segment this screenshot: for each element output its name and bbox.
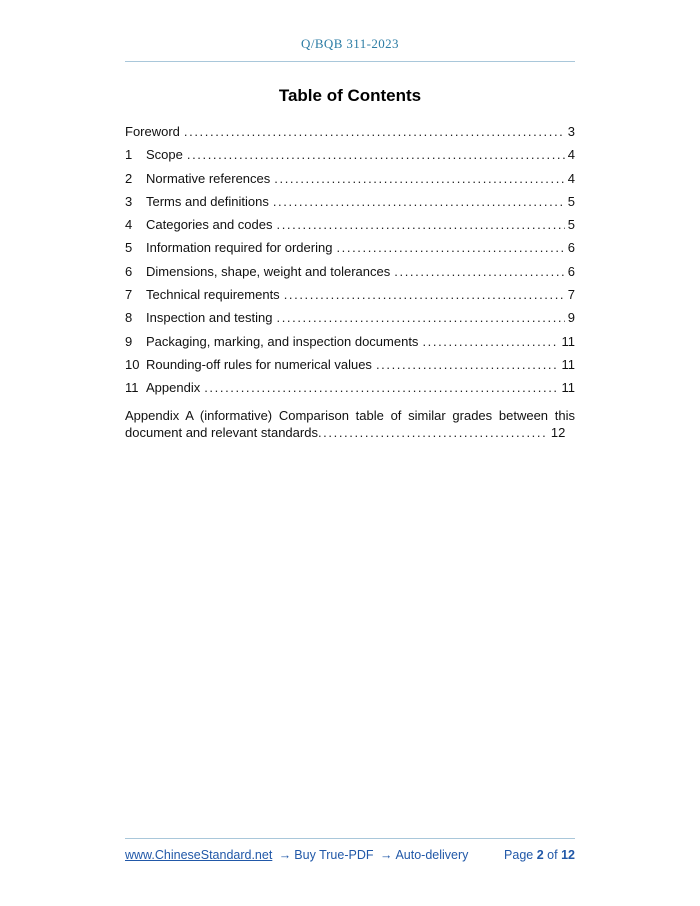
leader-dots bbox=[276, 213, 564, 236]
toc-entry-label: Foreword bbox=[125, 124, 180, 139]
toc-entry[interactable] bbox=[125, 306, 575, 329]
toc-entry-label: Dimensions, shape, weight and tolerances bbox=[146, 263, 391, 279]
toc-entry-number: 4 bbox=[125, 217, 133, 233]
page-indicator-label: Page bbox=[504, 848, 534, 862]
header-divider bbox=[125, 61, 575, 62]
footer-promo bbox=[125, 848, 468, 862]
toc-appendix-page: 12 bbox=[550, 424, 566, 440]
toc-entry[interactable] bbox=[125, 120, 575, 143]
toc-entry-label: Inspection and testing bbox=[146, 310, 273, 326]
toc-entry-page: 11 bbox=[561, 333, 575, 349]
toc-entry-label: Rounding-off rules for numerical values bbox=[146, 356, 372, 372]
toc-entry-label: Technical requirements bbox=[146, 287, 280, 303]
toc-entry-label: Packaging, marking, and inspection documents bbox=[146, 333, 419, 349]
toc-entry-number: 9 bbox=[125, 333, 133, 349]
toc-list bbox=[125, 120, 575, 400]
toc-entry-page: 6 bbox=[567, 263, 575, 279]
toc-entry-page: 9 bbox=[567, 310, 575, 326]
leader-dots bbox=[336, 236, 564, 259]
toc-entry-page: 4 bbox=[567, 147, 575, 163]
leader-dots bbox=[276, 306, 564, 329]
toc-appendix-entry[interactable] bbox=[125, 407, 575, 441]
leader-dots bbox=[184, 120, 565, 143]
toc-entry-page: 11 bbox=[561, 356, 575, 372]
header-doc-code: Q/BQB 311-2023 bbox=[301, 36, 399, 51]
toc-entry-number: 10 bbox=[125, 356, 140, 372]
page-footer bbox=[125, 838, 575, 862]
toc-entry[interactable] bbox=[125, 353, 575, 376]
leader-dots bbox=[204, 376, 558, 399]
page-indicator-current: 2 bbox=[536, 848, 544, 862]
toc-entry-label: Scope bbox=[146, 147, 183, 163]
page-indicator-total: 12 bbox=[561, 848, 575, 862]
arrow-icon: → bbox=[278, 848, 292, 862]
toc-entry[interactable] bbox=[125, 143, 575, 166]
page-header bbox=[125, 36, 575, 62]
leader-dots bbox=[284, 283, 565, 306]
toc-appendix-label: Appendix A (informative) Comparison table of similar grades between this document and relevant standards bbox=[125, 407, 575, 440]
toc-entry-page: 5 bbox=[567, 217, 575, 233]
toc-entry-label: Normative references bbox=[146, 170, 271, 186]
toc-entry-page: 11 bbox=[561, 380, 575, 396]
toc-entry[interactable] bbox=[125, 167, 575, 190]
footer-link[interactable]: www.ChineseStandard.net bbox=[125, 848, 273, 862]
toc-entry-page: 3 bbox=[567, 124, 575, 139]
toc-entry-number: 11 bbox=[125, 380, 139, 396]
toc-entry-number: 3 bbox=[125, 193, 133, 209]
page-indicator bbox=[504, 848, 575, 862]
footer-delivery-text: Auto-delivery bbox=[395, 848, 469, 862]
leader-dots bbox=[274, 167, 564, 190]
toc-entry-page: 6 bbox=[567, 240, 575, 256]
toc-entry[interactable] bbox=[125, 236, 575, 259]
leader-dots bbox=[187, 143, 565, 166]
page-indicator-of: of bbox=[547, 848, 558, 862]
toc-entry[interactable] bbox=[125, 213, 575, 236]
arrow-icon: → bbox=[379, 848, 393, 862]
toc-entry-number: 6 bbox=[125, 263, 133, 279]
toc-entry-number: 5 bbox=[125, 240, 133, 256]
toc-entry[interactable] bbox=[125, 330, 575, 353]
toc-entry-number: 2 bbox=[125, 170, 133, 186]
toc-entry-number: 8 bbox=[125, 310, 133, 326]
toc-entry[interactable] bbox=[125, 260, 575, 283]
leader-dots bbox=[394, 260, 565, 283]
leader-dots bbox=[422, 330, 558, 353]
toc-entry-label: Categories and codes bbox=[146, 217, 273, 233]
toc-entry-label: Appendix bbox=[146, 380, 201, 396]
toc-entry[interactable] bbox=[125, 283, 575, 306]
page-title: Table of Contents bbox=[278, 86, 422, 105]
toc-entry[interactable] bbox=[125, 190, 575, 213]
leader-dots bbox=[318, 425, 547, 440]
toc-entry-page: 5 bbox=[567, 193, 575, 209]
footer-buy-text: Buy True-PDF bbox=[294, 848, 374, 862]
toc-entry-page: 7 bbox=[567, 287, 575, 303]
leader-dots bbox=[376, 353, 559, 376]
toc-entry[interactable] bbox=[125, 376, 575, 399]
toc-entry-page: 4 bbox=[567, 170, 575, 186]
toc-entry-label: Information required for ordering bbox=[146, 240, 333, 256]
toc-entry-number: 7 bbox=[125, 287, 133, 303]
leader-dots bbox=[273, 190, 565, 213]
toc-entry-number: 1 bbox=[125, 147, 133, 163]
toc-entry-label: Terms and definitions bbox=[146, 193, 269, 209]
